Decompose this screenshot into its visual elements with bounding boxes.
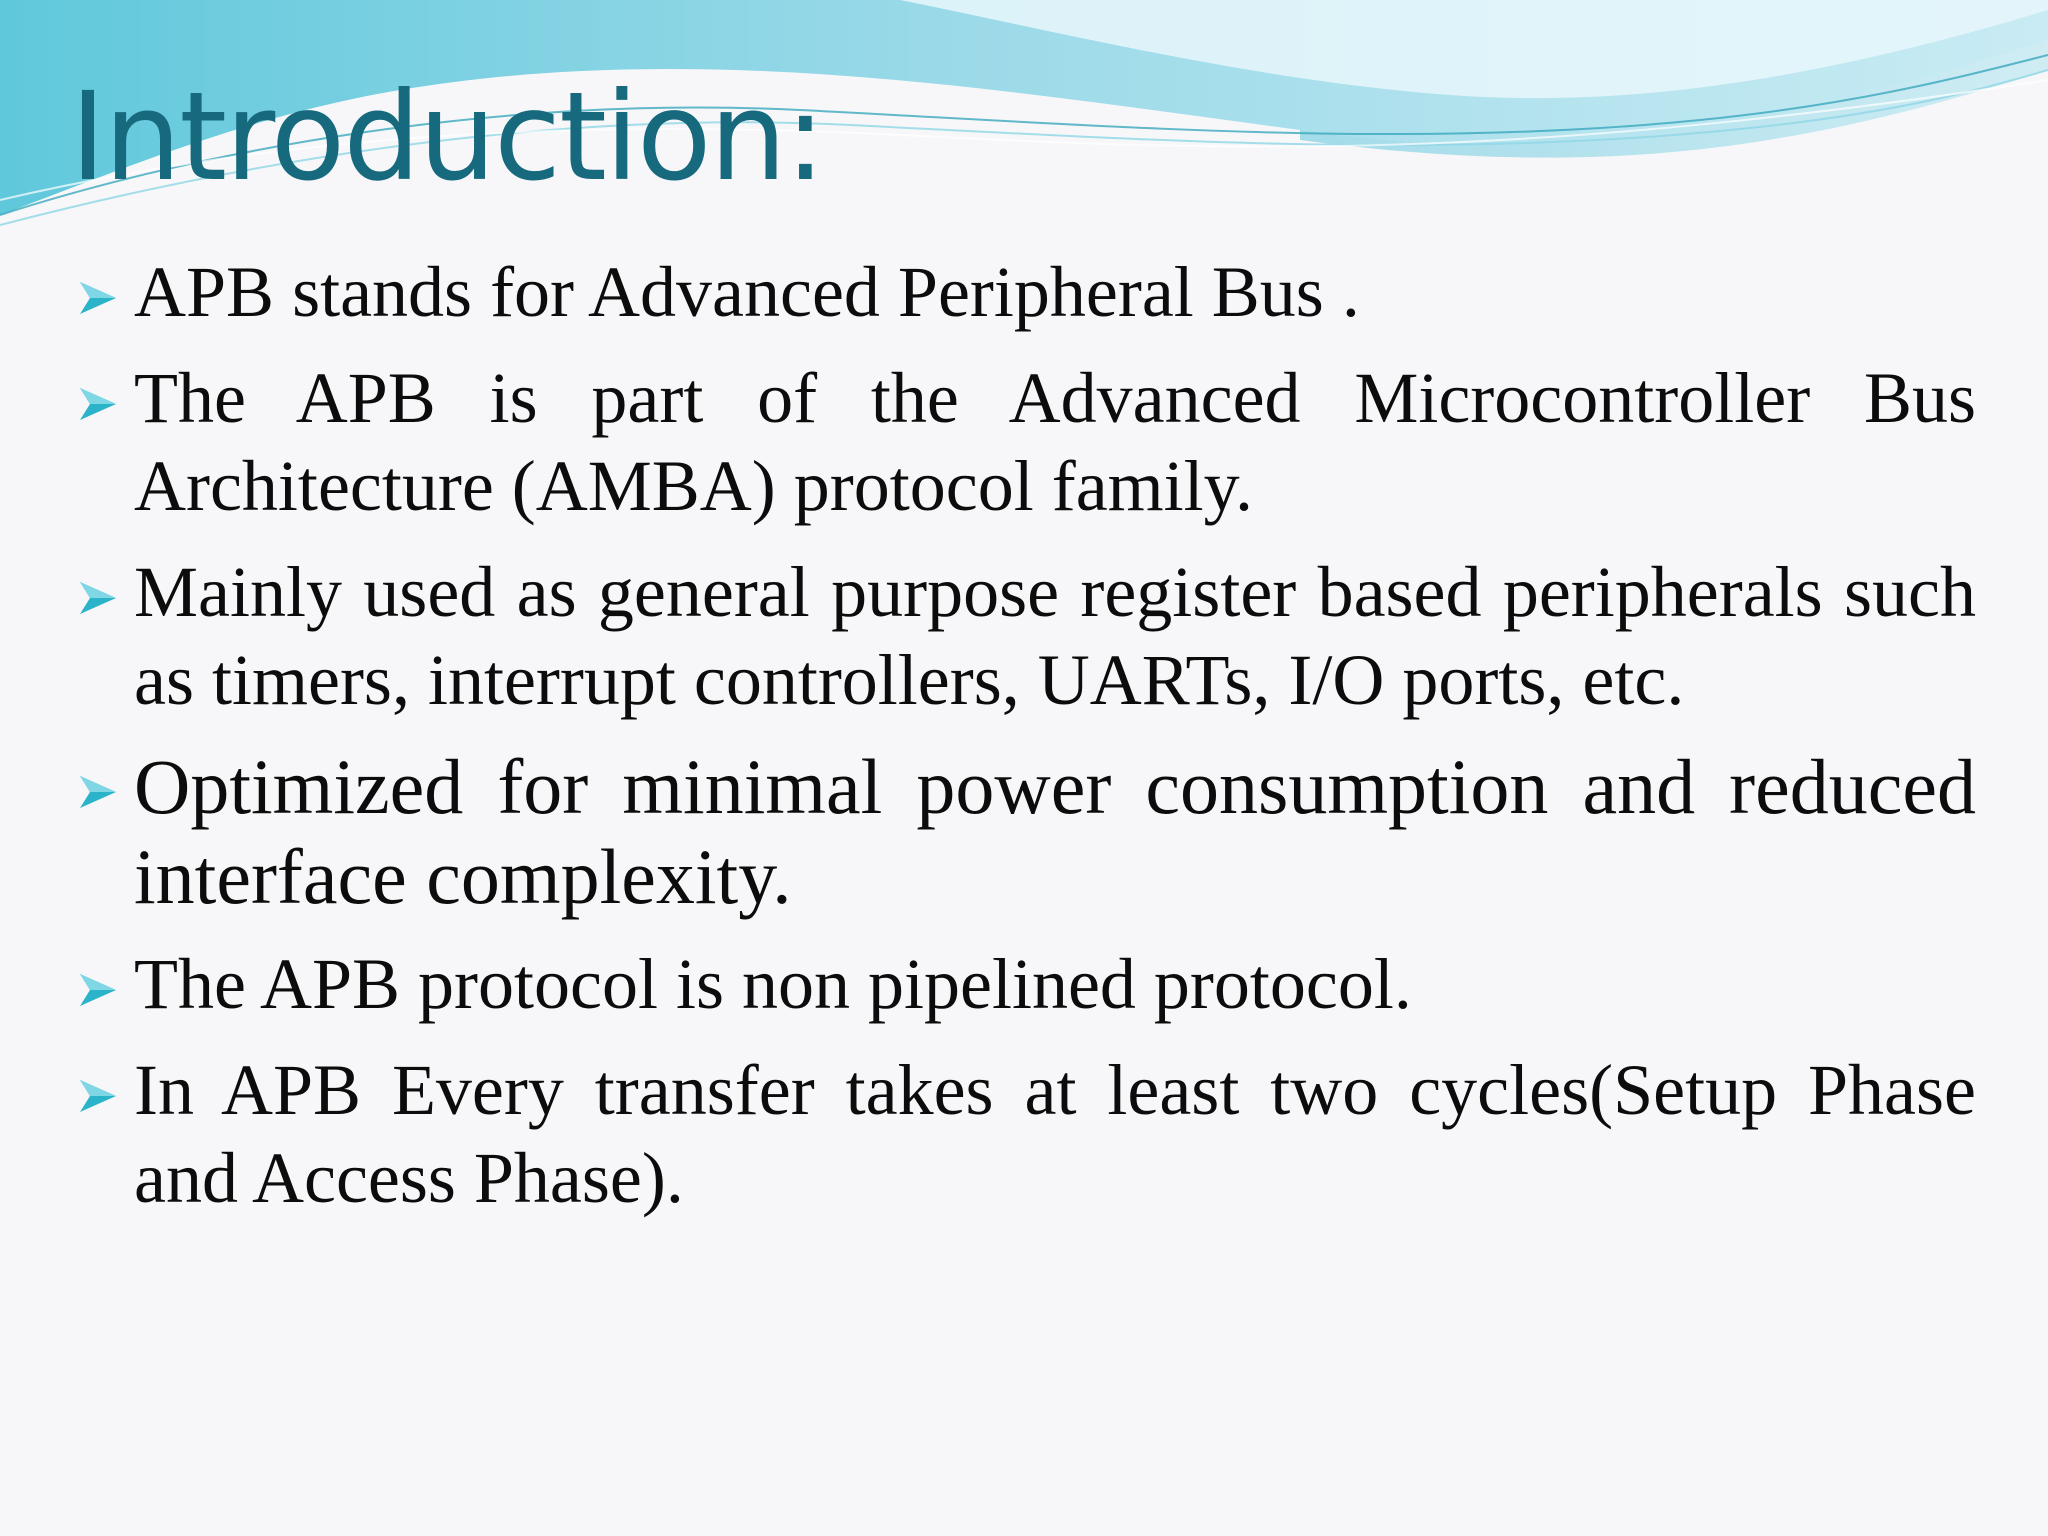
bullet-text: APB stands for Advanced Peripheral Bus . bbox=[134, 252, 1360, 332]
chevron-arrow-icon bbox=[76, 772, 120, 812]
bullet-item bbox=[74, 548, 1976, 724]
bullet-text: The APB protocol is non pipelined protocol. bbox=[134, 944, 1412, 1024]
bullet-text: The APB is part of the Advanced Microcontroller Bus Architecture (AMBA) protocol family. bbox=[134, 358, 1976, 526]
bullet-item bbox=[74, 1046, 1976, 1222]
slide-title: Introduction: bbox=[70, 66, 824, 208]
chevron-arrow-icon bbox=[76, 278, 120, 318]
bullet-item bbox=[74, 248, 1976, 336]
bullet-item bbox=[74, 940, 1976, 1028]
bullet-item bbox=[74, 742, 1976, 922]
bullet-text: In APB Every transfer takes at least two cycles(Setup Phase and Access Phase). bbox=[134, 1050, 1976, 1218]
bullet-text: Optimized for minimal power consumption and reduced interface complexity. bbox=[134, 743, 1976, 920]
bullet-item bbox=[74, 354, 1976, 530]
chevron-arrow-icon bbox=[76, 1076, 120, 1116]
chevron-arrow-icon bbox=[76, 384, 120, 424]
chevron-arrow-icon bbox=[76, 970, 120, 1010]
chevron-arrow-icon bbox=[76, 578, 120, 618]
bullet-text: Mainly used as general purpose register based peripherals such as timers, interrupt controllers, UARTs, I/O ports, etc. bbox=[134, 552, 1976, 720]
bullet-list bbox=[74, 248, 1976, 1240]
